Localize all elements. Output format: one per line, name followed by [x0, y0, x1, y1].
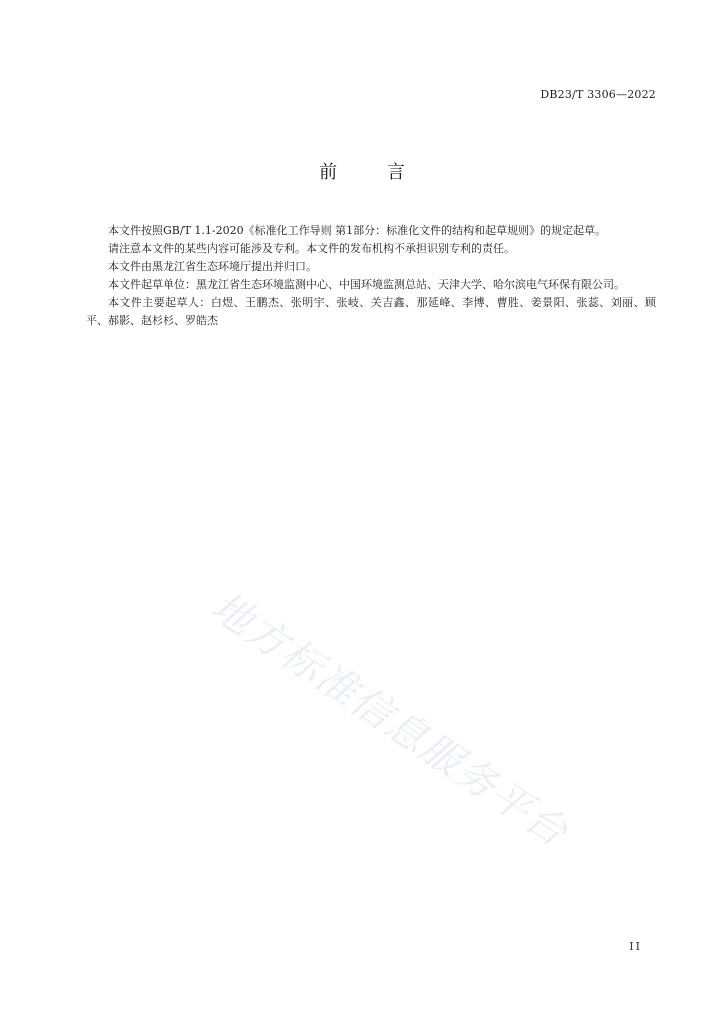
document-code: DB23/T 3306—2022	[540, 88, 656, 101]
page-number: II	[629, 940, 642, 953]
paragraph-drafters: 本文件主要起草人：白煜、王鹏杰、张明宇、张岐、关吉鑫、那延峰、李博、曹胜、姜景阳、张蕊、刘丽、顾平、郝影、赵杉杉、罗皓杰	[86, 296, 656, 327]
paragraph-drafting-rules: 本文件按照GB/T 1.1-2020《标准化工作导则 第1部分：标准化文件的结构和起草规则》的规定起草。	[108, 224, 607, 237]
paragraph-drafting-units: 本文件起草单位：黑龙江省生态环境监测中心、中国环境监测总站、天津大学、哈尔滨电气环保有限公司。	[108, 278, 625, 291]
paragraph-patent-notice: 请注意本文件的某些内容可能涉及专利。本文件的发布机构不承担识别专利的责任。	[108, 242, 515, 255]
page-title: 前 言	[319, 162, 427, 183]
paragraph-proposer: 本文件由黑龙江省生态环境厅提出并归口。	[108, 260, 317, 273]
watermark: 地方标准信息服务平台	[202, 583, 577, 857]
foreword-body	[86, 222, 656, 330]
